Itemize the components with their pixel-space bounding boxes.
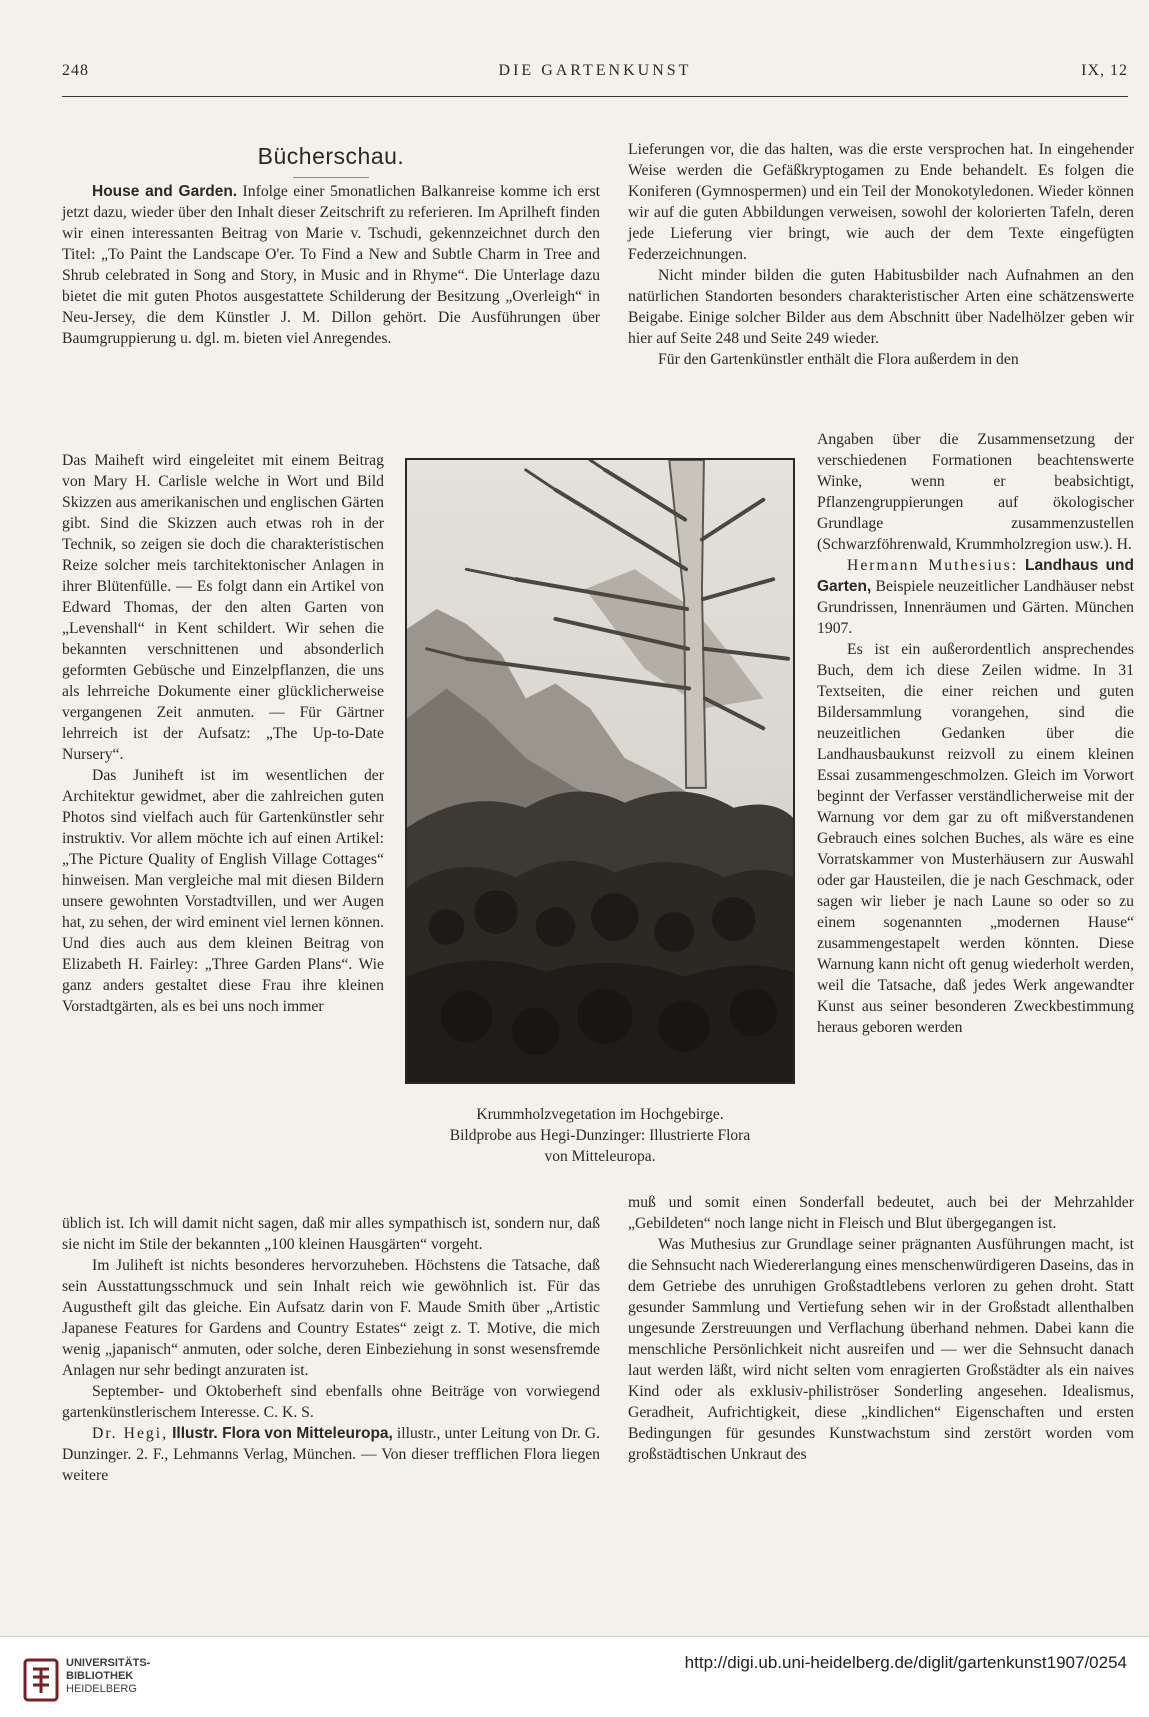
running-header	[62, 62, 1128, 88]
right-column-beside-figure	[817, 429, 1134, 1038]
paragraph-text: Infolge einer 5monatlichen Balkanreise komme ich erst jetzt dazu, wieder über den Inhalt dieser Zeitschrift zu referieren. Im Aprilheft finden wir einen interessanten Beitrag von Marie v. Tschudi, gekennzeichnet durch den Titel: „To Paint the Landscape O'er. To Find a New and Subtle Charm in Tree and Shrub celebrated in Song and Story, in Music and in Rhyme“. Die Unterlage dazu bietet die mit guten Photos ausgestattete Schilderung der Besitzung „Overleigh“ in Neu-Jersey, die dem Künstler J. M. Dillon gehört. Die Ausführungen über Baumgruppierung u. dgl. m. bieten viel Anregendes.	[62, 183, 600, 347]
paragraph-lieferungen: Lieferungen vor, die das halten, was die erste versprochen hat. In eingehender Weise werden die Gefäßkryptogamen zu Ende behandelt. Es folgen die Koniferen (Gymnospermen) und ein Teil der Monokotyledonen. Wieder können wir auf die guten Abbildungen verweisen, sowohl der kolorierten Tafeln, deren jede Lieferung vier bringt, wie auch der dem Texte eingefügten Federzeichnungen.	[628, 141, 1134, 263]
paragraph-juliheft: Im Juliheft ist nichts besonderes hervorzuheben. Höchstens die Tatsache, daß sein Ausstattungsschmuck und sein Inhalt reich wie gewöhnlich ist. Für das Augustheft gilt das gleiche. Ein Aufsatz darin von F. Maude Smith über „Artistic Japanese Features for Gardens and Country Estates“ zeigt z. T. Motive, die mich wenig „japanisch“ anmuten, oder solche, deren Einbeziehung in sonst wesensfremde Anlagen nur sehr bedingt anzuraten ist.	[62, 1257, 600, 1379]
paragraph-hegi-review	[62, 1423, 600, 1486]
university-seal-icon	[22, 1657, 60, 1703]
right-column-top	[628, 139, 1134, 370]
review-heading: House and Garden.	[92, 183, 238, 200]
paragraph-gartenkuenstler: Für den Gartenkünstler enthält die Flora außerdem in den	[658, 351, 1019, 368]
review-book-title: Landhaus und Garten,	[817, 557, 1134, 595]
review-book-title: Illustr. Flora von Mitteleuropa,	[172, 1425, 393, 1442]
paragraph-sehnsucht: Was Muthesius zur Grundlage seiner prägnanten Ausführungen macht, ist die Sehnsucht nach Wiedererlangung eines menschenwürdigeren Daseins, das in dem Getriebe des unruhigen Großstadtlebens verloren zu gehen droht. Statt gesunder Sammlung und Vertiefung sehen wir in der Großstadt allenthalben ungesunde Zerstreuungen und Verflachung überhand nehmen. Dabei kann die menschliche Persönlichkeit nicht ausreifen und — wer die Sehnsucht danach laut werden läßt, wird nicht selten vom enragierten Großstädter als ein naives Kind oder als exklusiv-philiströser Sonderling angesehen. Idealismus, Geradheit, Aufrichtigkeit, diese „kindlichen“ Eigenschaften und ersten Bedingungen für gesundes Kunstwachstum sind zerstört worden vom großstädtischen Unkraut des	[628, 1236, 1134, 1463]
paragraph-continued: üblich ist. Ich will damit nicht sagen, daß mir alles sympathisch ist, sondern nur, daß sie nicht im Stile der bekannten „100 kleinen Hausgärten“ vorgeht.	[62, 1215, 600, 1253]
caption-line: Bildprobe aus Hegi-Dunzinger: Illustrierte Flora	[449, 1127, 751, 1144]
issue-number: IX, 12	[1081, 62, 1128, 79]
library-logo	[22, 1653, 172, 1713]
title-underline	[293, 177, 369, 178]
paragraph-september: September- und Oktoberheft sind ebenfalls ohne Beiträge von vorwiegend gartenkünstlerischem Interesse. C. K. S.	[62, 1383, 600, 1421]
source-url-link[interactable]: http://digi.ub.uni-heidelberg.de/diglit/gartenkunst1907/0254	[684, 1653, 1127, 1672]
library-name-line: HEIDELBERG	[66, 1683, 137, 1695]
left-column-top	[62, 181, 600, 349]
paragraph-text: Beispiele neuzeitlicher Landhäuser nebst Grundrissen, Innenräumen und Gärten. München 1907.	[817, 578, 1134, 637]
left-column-beside-figure	[62, 450, 384, 1017]
paragraph-continued: muß und somit einen Sonderfall bedeutet, auch bei der Mehrzahlder „Gebildeten“ noch lange nicht in Fleisch und Blut übergegangen ist.	[628, 1194, 1134, 1232]
paragraph-text: illustr., unter Leitung von Dr. G. Dunzinger. 2. F., Lehmanns Verlag, München. — Von dieser trefflichen Flora liegen weitere	[62, 1425, 600, 1484]
library-footer	[0, 1637, 1149, 1717]
page-number: 248	[62, 62, 89, 79]
paragraph-juniheft: Das Juniheft ist im wesentlichen der Architektur gewidmet, aber die zahlreichen guten Photos sind vielfach auch für Gartenkünstler sehr instruktiv. Vor allem möchte ich auf einen Artikel: „The Picture Quality of English Village Cottages“ hinweisen. Man vergleiche mal mit diesen Bildern unsere gewohnten Vorstadtvillen, und wer Augen hat, zu sehen, der wird eminent viel lernen können. Und dies auch aus dem kleinen Beitrag von Elizabeth H. Fairley: „Three Garden Plans“. Wie ganz anders gestaltet diese Frau ihre kleinen Vorstadtgärten, als es bei uns noch immer	[62, 767, 384, 1015]
krummholz-photo	[405, 458, 795, 1084]
journal-title: DIE GARTENKUNST	[498, 62, 692, 79]
right-column-bottom	[628, 1192, 1134, 1465]
left-column-bottom	[62, 1213, 600, 1486]
caption-line: von Mitteleuropa.	[544, 1148, 656, 1165]
review-author: Dr. Hegi,	[92, 1425, 169, 1442]
paragraph-maiheft: Das Maiheft wird eingeleitet mit einem Beitrag von Mary H. Carlisle welche in Wort und Bild Skizzen aus amerikanischen und englischen Gärten gibt. Sind die Skizzen auch etwas roh in der Technik, so zeigen sie doch die charakteristischen Reize solcher meis tarchitektonischer Anlagen in ihrer Blütenfülle. — Es folgt dann ein Artikel von Edward Thomas, der den alten Garten von „Levenshall“ in Kent schildert. Wir sehen die bekannten verschnittenen und absonderlich geformten Gebüsche und Einzelpflanzen, die uns als lehrreiche Dokumente einer glücklicherweise vergangenen Zeit anmuten. — Für Gärtner lehrreich ist der Aufsatz: „The Up-to-Date Nursery“.	[62, 452, 384, 763]
review-author: Hermann Muthesius:	[847, 557, 1019, 574]
caption-line: Krummholzvegetation im Hochgebirge.	[476, 1106, 724, 1123]
figure-caption	[405, 1104, 795, 1167]
mountain-landscape-image	[407, 460, 793, 1082]
library-name-line: BIBLIOTHEK	[66, 1670, 134, 1682]
paragraph-muthesius-review	[817, 555, 1134, 639]
section-title: Bücherschau.	[257, 143, 405, 169]
library-name	[66, 1657, 150, 1696]
paragraph-habitusbilder: Nicht minder bilden die guten Habitusbilder nach Aufnahmen an den natürlichen Standorten besonders charakteristischer Arten eine schätzenswerte Beigabe. Einige solcher Bilder aus dem Abschnitt über Nadelhölzer geben wir hier auf Seite 248 und Seite 249 wieder.	[628, 267, 1134, 347]
library-name-line: UNIVERSITÄTS-	[66, 1657, 151, 1669]
paragraph-house-and-garden	[62, 181, 600, 349]
header-rule	[62, 96, 1128, 97]
paragraph-buch: Es ist ein außerordentlich ansprechendes Buch, dem ich diese Zeilen widme. In 31 Textseiten, die einer reichen und guten Bildersammlung vorangehen, sind die neuzeitlichen Gedanken über die Landhausbaukunst reizvoll zu einem kleinen Essai zusammengeschmolzen. Gleich im Vorwort beginnt der Verfasser verständlicherweise mit der Warnung vor dem gar zu oft mißverstandenen Gebrauch eines solchen Buches, als wäre es eine Vorratskammer von Musterhäusern zur Auswahl oder gar Hausteilen, die je nach Geschmack, oder sagen wir lieber je nach Laune so oder so zu einem sogenannten „modernen Hause“ zusammengestapelt werden könnten. Diese Warnung kann nicht oft genug wiederholt werden, weil die Tatsache, daß jedes Werk angewandter Kunst aus seiner besonderen Zweckbestimmung heraus geboren werden	[817, 641, 1134, 1036]
paragraph-angaben: Angaben über die Zusammensetzung der verschiedenen Formationen beachtenswerte Winke, wenn er beabsichtigt, Pflanzengruppierungen auf ökologischer Grundlage zusammenzustellen (Schwarzföhrenwald, Krummholzregion usw.). H.	[817, 431, 1134, 553]
